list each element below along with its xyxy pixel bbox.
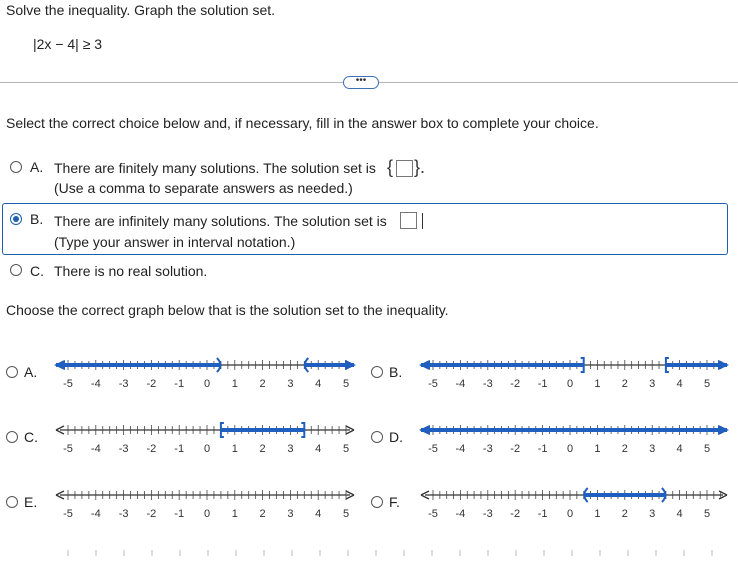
choice-b-hint: (Type your answer in interval notation.) — [54, 234, 296, 250]
tick-label: -5 — [63, 443, 73, 455]
tick-label: -4 — [455, 508, 466, 520]
number-line-f — [415, 485, 733, 525]
tick-label: -3 — [482, 508, 493, 520]
more-options-button[interactable]: ••• — [343, 76, 379, 89]
tick-label: 4 — [676, 378, 683, 390]
tick-label: -1 — [537, 443, 548, 455]
graph-c-letter: C. — [24, 429, 38, 445]
tick-label: 5 — [703, 443, 711, 455]
shaded-arrow-left — [419, 360, 430, 370]
tick-label: -5 — [428, 378, 438, 390]
graph-choice-a[interactable] — [0, 355, 369, 395]
tick-label: 0 — [566, 443, 574, 455]
tick-label: 0 — [203, 508, 211, 520]
tick-label: -1 — [174, 508, 185, 520]
tick-label: -4 — [90, 443, 101, 455]
tick-label: -2 — [510, 443, 521, 455]
text-cursor — [422, 213, 423, 229]
choice-a-hint: (Use a comma to separate answers as needed.) — [54, 180, 353, 196]
tick-label: -4 — [455, 443, 466, 455]
tick-label: -3 — [482, 443, 493, 455]
tick-label: 0 — [566, 508, 574, 520]
tick-label: 2 — [621, 443, 628, 455]
tick-label: 2 — [259, 508, 266, 520]
choice-b-text: There are infinitely many solutions. The solution set is — [54, 213, 387, 229]
tick-label: -2 — [510, 378, 521, 390]
graph-a-letter: A. — [24, 364, 38, 380]
graph-f-letter: F. — [389, 494, 400, 510]
choice-a-answer-box[interactable] — [396, 160, 413, 177]
tick-label: 4 — [315, 378, 322, 390]
number-line-d — [415, 420, 733, 460]
tick-label: 5 — [342, 508, 350, 520]
choice-c-radio[interactable] — [10, 264, 22, 276]
number-line-e — [50, 485, 360, 525]
shaded-arrow-left — [419, 425, 430, 435]
tick-label: 3 — [287, 443, 294, 455]
choice-b-answer-box[interactable] — [400, 212, 417, 229]
tick-label: 5 — [342, 378, 350, 390]
tick-label: 1 — [231, 378, 238, 390]
tick-label: 4 — [315, 443, 322, 455]
number-line-b — [415, 355, 733, 395]
graph-d-radio[interactable] — [371, 431, 383, 443]
tick-label: -2 — [146, 508, 157, 520]
instruction-select-choice: Select the correct choice below and, if necessary, fill in the answer box to complete your choice. — [6, 115, 599, 131]
graph-c-radio[interactable] — [6, 431, 18, 443]
tick-label: -3 — [482, 378, 493, 390]
graph-choice-d[interactable] — [365, 420, 738, 460]
tick-label: -5 — [63, 378, 73, 390]
graph-e-radio[interactable] — [6, 496, 18, 508]
tick-label: 2 — [621, 508, 628, 520]
set-brace-close: }. — [414, 157, 426, 177]
tick-label: 0 — [566, 378, 574, 390]
tick-label: 2 — [621, 378, 628, 390]
choice-a-text: There are finitely many solutions. The solution set is — [54, 160, 376, 176]
choice-c[interactable] — [0, 260, 738, 282]
tick-label: 0 — [203, 443, 211, 455]
tick-label: -1 — [174, 378, 185, 390]
tick-label: 5 — [342, 443, 350, 455]
shaded-arrow-left — [54, 360, 65, 370]
shaded-arrow-right — [718, 360, 729, 370]
tick-label: -4 — [90, 508, 101, 520]
graph-choice-e[interactable] — [0, 485, 369, 525]
graph-choice-f[interactable] — [365, 485, 738, 525]
tick-label: 2 — [259, 443, 266, 455]
problem-prompt: Solve the inequality. Graph the solution set. — [6, 2, 276, 18]
choice-b-letter: B. — [30, 211, 44, 227]
choice-c-letter: C. — [30, 263, 44, 279]
set-brace-open: { — [387, 157, 394, 177]
tick-label: -1 — [174, 443, 185, 455]
tick-label: -5 — [428, 443, 438, 455]
tick-label: 1 — [231, 443, 238, 455]
tick-label: -1 — [537, 378, 548, 390]
number-line-c — [50, 420, 360, 460]
graph-f-radio[interactable] — [371, 496, 383, 508]
tick-label: 2 — [259, 378, 266, 390]
tick-label: -2 — [146, 443, 157, 455]
tick-label: -5 — [63, 508, 73, 520]
tick-label: 4 — [676, 443, 683, 455]
choice-b[interactable] — [0, 208, 738, 252]
tick-label: 1 — [594, 378, 601, 390]
tick-label: -3 — [118, 508, 129, 520]
bottom-ticks — [0, 548, 738, 558]
tick-label: 5 — [703, 508, 711, 520]
instruction-choose-graph: Choose the correct graph below that is the solution set to the inequality. — [6, 302, 449, 318]
choice-a[interactable] — [0, 156, 738, 196]
graph-e-letter: E. — [24, 494, 38, 510]
tick-label: 5 — [703, 378, 711, 390]
graph-choice-b[interactable] — [365, 355, 738, 395]
tick-label: 3 — [287, 508, 294, 520]
tick-label: -1 — [537, 508, 548, 520]
inequality-expression: |2x − 4| ≥ 3 — [33, 36, 103, 52]
tick-label: 3 — [649, 508, 656, 520]
shaded-arrow-right — [345, 360, 356, 370]
choice-b-radio[interactable] — [10, 213, 22, 225]
tick-label: -4 — [90, 378, 101, 390]
number-line-a — [50, 355, 360, 395]
tick-label: -4 — [455, 378, 466, 390]
graph-d-letter: D. — [389, 429, 403, 445]
tick-label: 1 — [594, 443, 601, 455]
graph-b-letter: B. — [389, 364, 403, 380]
tick-label: 4 — [676, 508, 683, 520]
tick-label: -2 — [146, 378, 157, 390]
tick-label: 3 — [649, 443, 656, 455]
tick-label: 4 — [315, 508, 322, 520]
choice-c-text: There is no real solution. — [54, 263, 208, 279]
choice-a-letter: A. — [30, 159, 44, 175]
graph-choice-c[interactable] — [0, 420, 369, 460]
graph-a-radio[interactable] — [6, 366, 18, 378]
tick-label: -2 — [510, 508, 521, 520]
tick-label: 1 — [594, 508, 601, 520]
shaded-arrow-right — [718, 425, 729, 435]
tick-label: -5 — [428, 508, 438, 520]
tick-label: 0 — [203, 378, 211, 390]
tick-label: 3 — [649, 378, 656, 390]
tick-label: 1 — [231, 508, 238, 520]
tick-label: -3 — [118, 443, 129, 455]
tick-label: -3 — [118, 378, 129, 390]
choice-a-radio[interactable] — [10, 161, 22, 173]
tick-label: 3 — [287, 378, 294, 390]
graph-b-radio[interactable] — [371, 366, 383, 378]
